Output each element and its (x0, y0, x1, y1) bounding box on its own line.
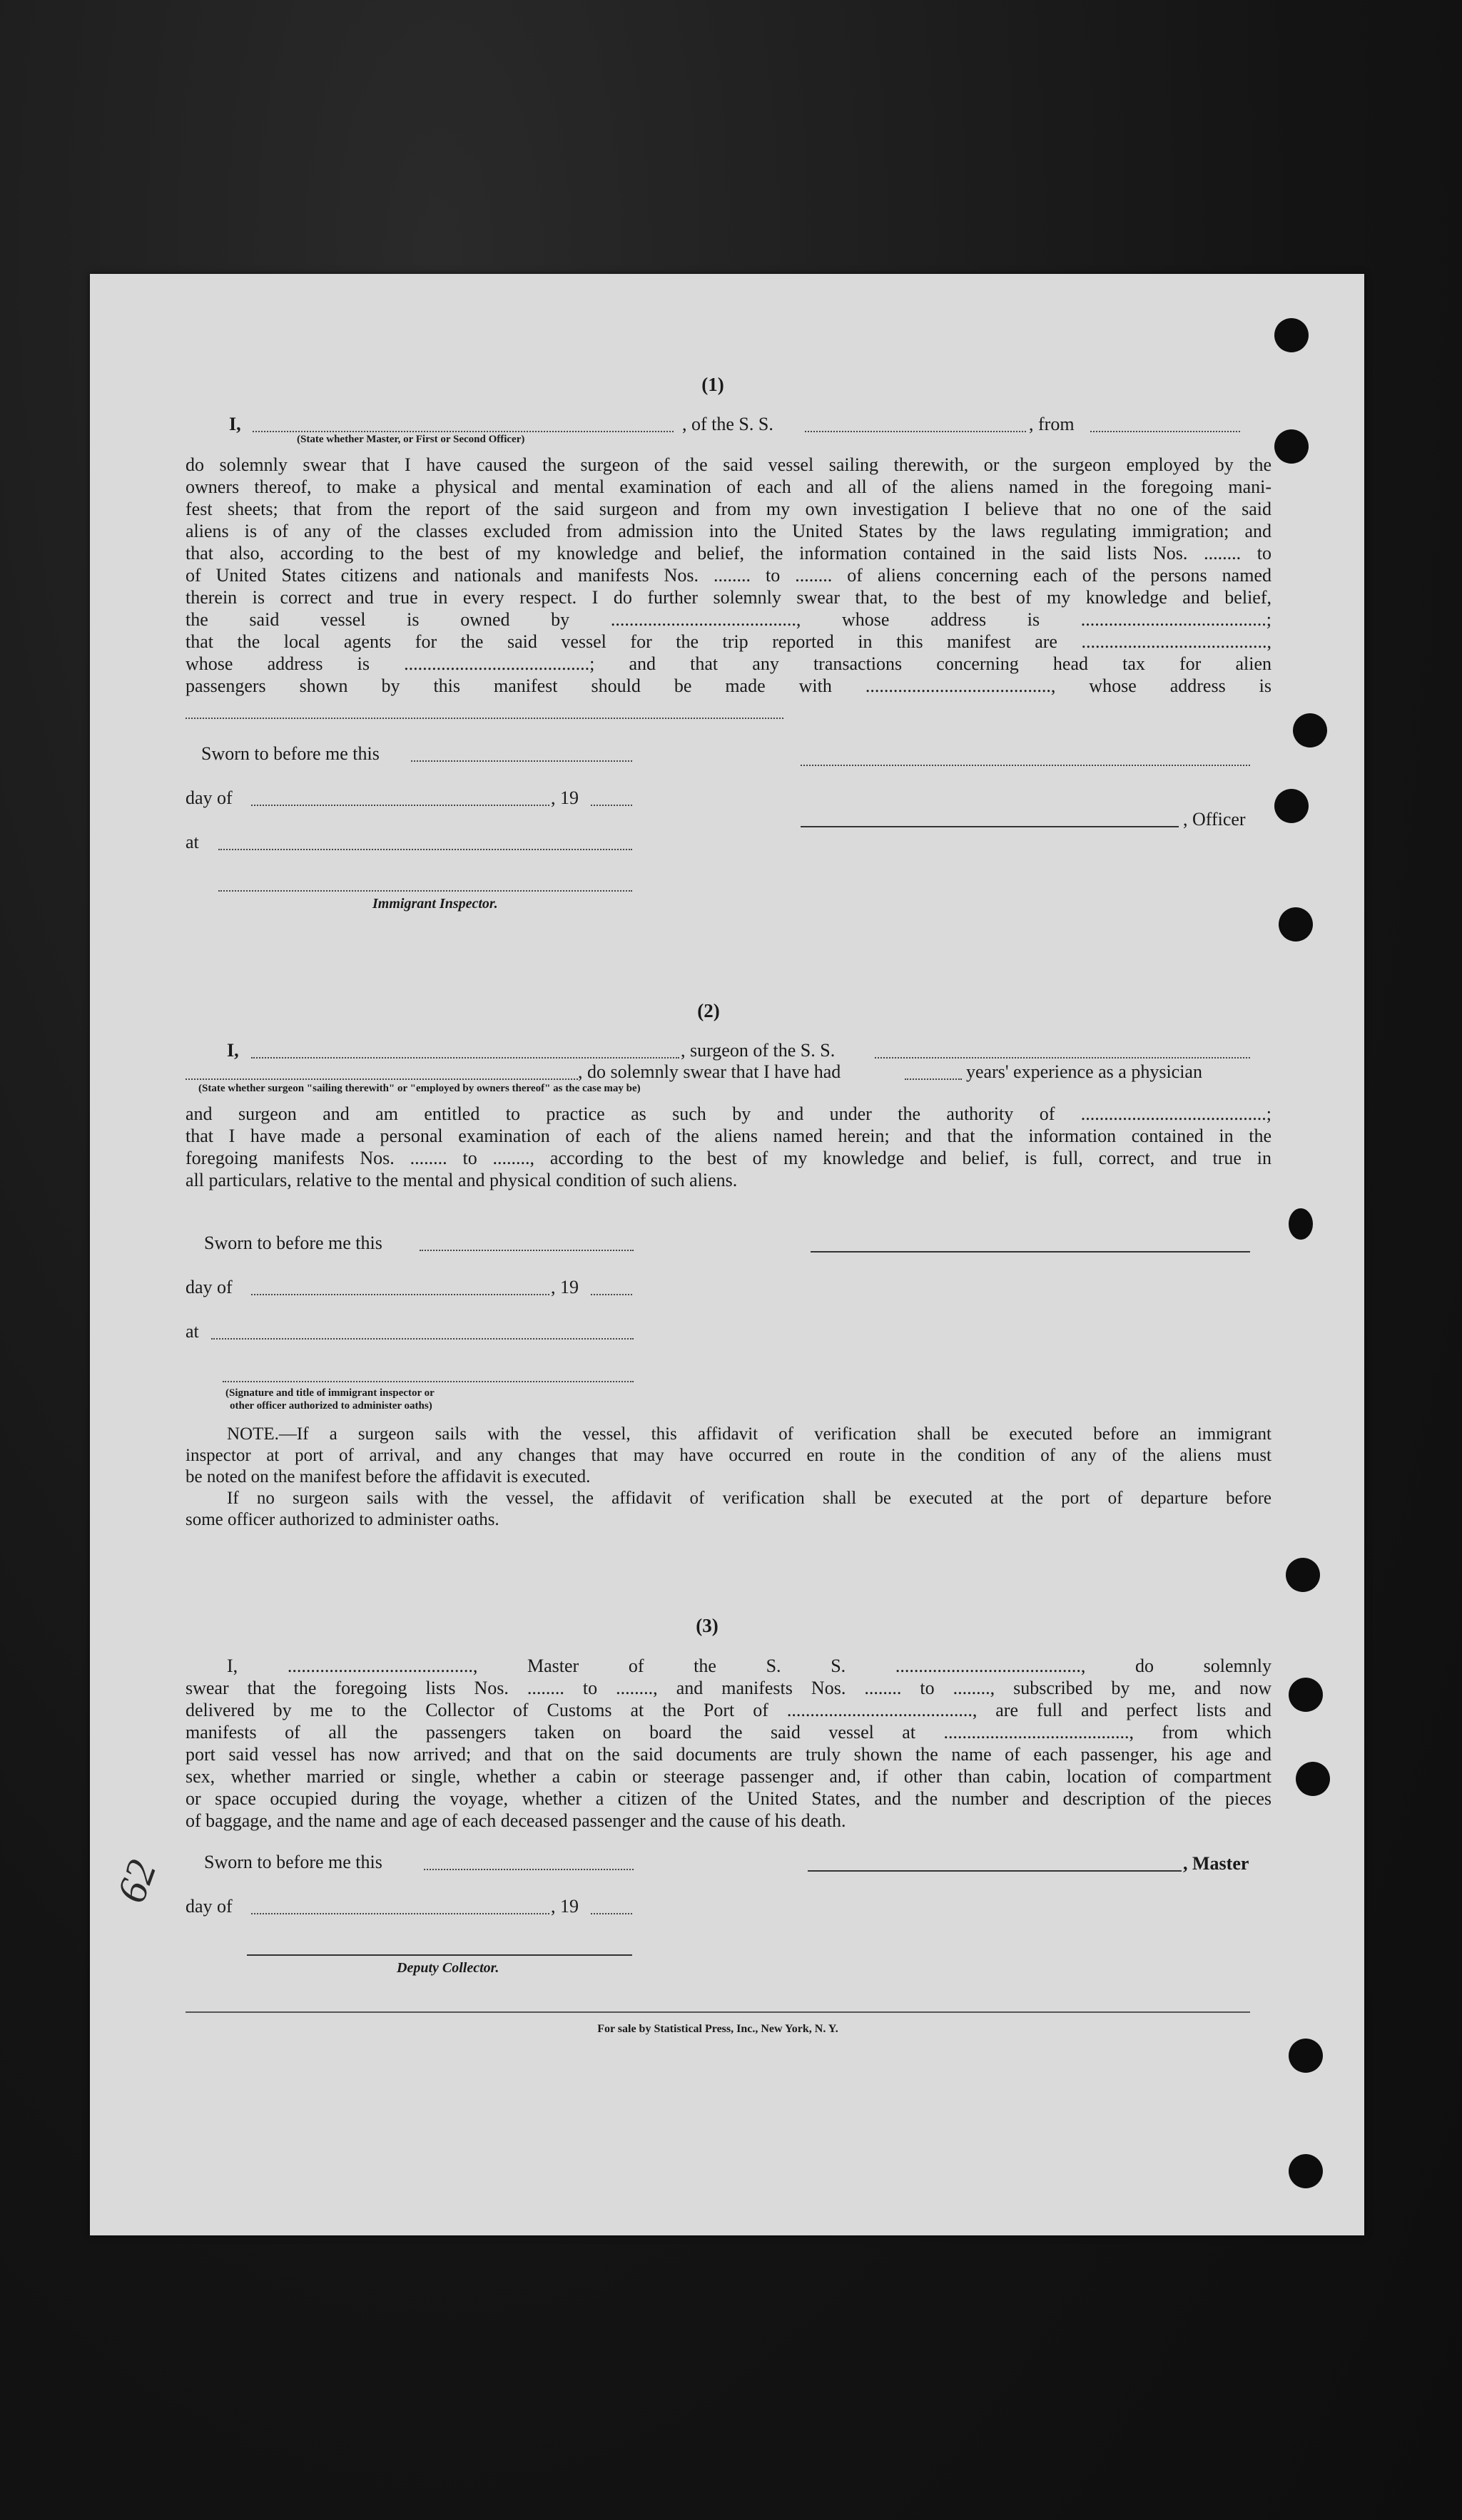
section-3-line: delivered by me to the Collector of Customs at the Port of ........................................, are full and perfect lists and (186, 1700, 1271, 1720)
section-1-i: I, (229, 414, 241, 434)
day-field (251, 1913, 549, 1914)
sworn-field (424, 1869, 634, 1870)
at-label: at (186, 1321, 199, 1342)
section-3-number: (3) (696, 1615, 719, 1636)
sworn-field (420, 1250, 634, 1251)
section-1-number: (1) (701, 374, 724, 395)
section-1-line: aliens is of any of the classes excluded from admission into the United States by the laws regulating immigration; and (186, 521, 1271, 541)
section-1-line: of United States citizens and nationals and manifests Nos. ........ to ........ of aliens concerning each of the persons named (186, 565, 1271, 586)
officer-field (801, 826, 1179, 827)
year-field (591, 1294, 632, 1295)
section-3-line: manifests of all the passengers taken on board the said vessel at ........................................, from which (186, 1722, 1271, 1743)
role-note: (State whether Master, or First or Second Officer) (297, 434, 525, 445)
punch-hole (1286, 1558, 1320, 1592)
note-line: NOTE.—If a surgeon sails with the vessel, this affidavit of verification shall be executed before an immigrant (227, 1424, 1271, 1444)
section-1-line: whose address is ........................................; and that any transactions concerning head tax for alien (186, 653, 1271, 674)
punch-hole (1289, 2154, 1323, 2188)
section-2-line: that I have made a personal examination of each of the aliens named herein; and that the information contained in the (186, 1126, 1271, 1146)
section-2-i: I, (227, 1040, 239, 1061)
role-field (253, 431, 674, 432)
section-1-line: the said vessel is owned by ........................................, whose address is ........................................; (186, 609, 1271, 630)
surgeon-status-note: (State whether surgeon "sailing therewith" or "employed by owners thereof" as the case may be) (198, 1083, 641, 1094)
section-1-line: therein is correct and true in every respect. I do further solemnly swear that, to the best of my knowledge and belief, (186, 587, 1271, 608)
day-field (251, 1294, 549, 1295)
punch-hole (1296, 1762, 1330, 1796)
punch-hole (1293, 713, 1327, 748)
at-field (218, 849, 632, 850)
of-ss-label: , of the S. S. (682, 414, 773, 434)
punch-hole (1289, 2039, 1323, 2073)
section-1-line: fest sheets; that from the report of the said surgeon and from my own investigation I believe that no one of the said (186, 499, 1271, 519)
deputy-signature-field (247, 1954, 632, 1956)
section-3-line: of baggage, and the name and age of each deceased passenger and the cause of his death. (186, 1810, 846, 1831)
note-line: If no surgeon sails with the vessel, the affidavit of verification shall be executed at the port of departure before (227, 1489, 1271, 1508)
year-field (591, 805, 632, 806)
deputy-label: Deputy Collector. (397, 1960, 499, 1976)
section-3-body (186, 1655, 1271, 1832)
section-3-line: port said vessel has now arrived; and that on the said documents are truly shown the name of each passenger, his age and (186, 1744, 1271, 1765)
sworn-label: Sworn to before me this (201, 743, 380, 764)
punch-hole (1279, 907, 1313, 942)
section-1-line: passengers shown by this manifest should be made with ........................................, whose address is (186, 675, 1271, 696)
day-of-label: day of (186, 787, 233, 808)
inspector-signature-field (223, 1381, 634, 1382)
section-1-line: owners thereof, to make a physical and mental examination of each and all of the aliens named in the foregoing mani- (186, 476, 1271, 497)
punch-hole (1289, 1678, 1323, 1712)
inspector-signature-field (218, 890, 632, 892)
punch-hole (1274, 429, 1309, 464)
sworn-label: Sworn to before me this (204, 1852, 382, 1872)
swear-label: , do solemnly swear that I have had (578, 1061, 841, 1082)
surgeon-of-label: , surgeon of the S. S. (681, 1040, 836, 1061)
years-label: years' experience as a physician (966, 1061, 1202, 1082)
day-of-label: day of (186, 1896, 233, 1917)
section-1-body (186, 454, 1271, 697)
at-field (211, 1338, 634, 1340)
section-2-line: foregoing manifests Nos. ........ to ........, according to the best of my knowledge and belief, is full, correct, and true in (186, 1148, 1271, 1168)
note-line: some officer authorized to administer oaths. (186, 1510, 499, 1529)
year-label: , 19 (551, 1277, 579, 1297)
section-2-body (186, 1103, 1271, 1191)
from-field (1090, 431, 1240, 432)
inspector-label: Immigrant Inspector. (372, 896, 498, 912)
year-label: , 19 (551, 787, 579, 808)
sworn-field (411, 760, 632, 762)
surgeon-note (186, 1424, 1271, 1531)
footer-text: For sale by Statistical Press, Inc., New York, N. Y. (597, 2023, 838, 2035)
section-1-line: do solemnly swear that I have caused the surgeon of the said vessel sailing therewith, or the surgeon employed by the (186, 454, 1271, 475)
day-of-label: day of (186, 1277, 233, 1297)
address-continuation-field (186, 718, 783, 719)
year-label: , 19 (551, 1896, 579, 1917)
punch-hole (1289, 1208, 1313, 1240)
section-3-line: or space occupied during the voyage, whether a citizen of the United States, and the number and description of the pieces (186, 1788, 1271, 1809)
year-field (591, 1913, 632, 1914)
footer-rule (186, 2011, 1250, 2013)
margin-mark: 62 (107, 1854, 166, 1909)
punch-hole (1274, 318, 1309, 352)
surgeon-signature-field (811, 1251, 1250, 1253)
surgeon-status-field (186, 1078, 578, 1080)
manifest-page (90, 274, 1364, 2235)
signature-note-line: (Signature and title of immigrant inspector or (225, 1387, 435, 1399)
surgeon-name-field (251, 1057, 679, 1058)
section-3-line: I, ........................................, Master of the S. S. ........................................, do solemnly (227, 1656, 1271, 1676)
master-label: , Master (1183, 1853, 1249, 1874)
surgeon-vessel-field (875, 1057, 1250, 1058)
section-3-line: sex, whether married or single, whether a cabin or steerage passenger and, if other than cabin, location of compartment (186, 1766, 1271, 1787)
master-signature-field (808, 1870, 1182, 1872)
sworn-label: Sworn to before me this (204, 1233, 382, 1253)
note-line: inspector at port of arrival, and any changes that may have occurred en route in the condition of any of the aliens must (186, 1446, 1271, 1465)
section-1-line: that the local agents for the said vessel for the trip reported in this manifest are ........................................, (186, 631, 1271, 652)
section-2-line: all particulars, relative to the mental and physical condition of such aliens. (186, 1170, 738, 1190)
signature-note (225, 1387, 435, 1412)
vessel-field (805, 431, 1026, 432)
punch-hole (1274, 789, 1309, 823)
section-2-line: and surgeon and am entitled to practice as such by and under the authority of ........................................; (186, 1103, 1271, 1124)
signature-field (801, 765, 1250, 766)
signature-note-line: other officer authorized to administer oaths) (230, 1400, 432, 1412)
section-2-number: (2) (697, 1000, 720, 1021)
at-label: at (186, 832, 199, 852)
from-label: , from (1029, 414, 1075, 434)
section-3-line: swear that the foregoing lists Nos. ........ to ........, and manifests Nos. ........ to ........, subscribed by me, and now (186, 1678, 1271, 1698)
day-field (251, 805, 549, 806)
years-field (905, 1078, 962, 1080)
officer-label: , Officer (1183, 809, 1246, 830)
note-line: be noted on the manifest before the affidavit is executed. (186, 1467, 591, 1486)
section-1-line: that also, according to the best of my knowledge and belief, the information contained in the said lists Nos. ........ to (186, 543, 1271, 563)
